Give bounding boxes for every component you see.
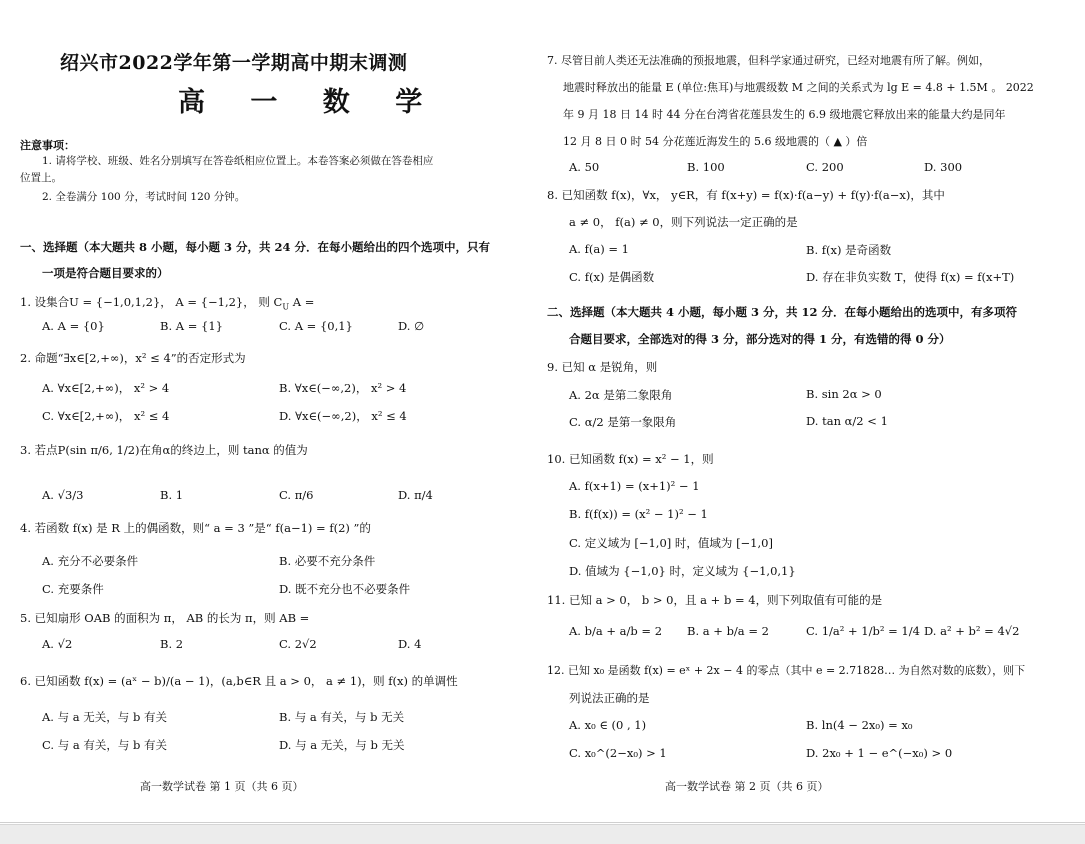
page-2-footer: 高一数学试卷 第 2 页（共 6 页）	[665, 780, 829, 793]
section-1-heading: 一、选择题（本大题共 8 小题，每小题 3 分，共 24 分．在每小题给出的四个选项中，只有	[20, 240, 491, 254]
q11-option-c: C. 1/a² + 1/b² = 1/4	[806, 624, 920, 638]
question-4: 4. 若函数 f(x) 是 R 上的偶函数，则“ a = 3 ”是“ f(a−1) = f(2) ”的	[20, 521, 371, 535]
q4-option-d: D. 既不充分也不必要条件	[279, 582, 411, 596]
question-7-line3: 年 9 月 18 日 14 时 44 分在台湾省花莲县发生的 6.9 级地震它释放出来的能量大约是同年	[563, 108, 1006, 121]
q6-option-d: D. 与 a 无关，与 b 无关	[279, 738, 405, 752]
section-2-heading-cont: 合题目要求，全部选对的得 3 分，部分选对的得 1 分，有选错的得 0 分）	[569, 332, 951, 346]
q5-option-b: B. 2	[160, 637, 184, 651]
q8-option-c: C. f(x) 是偶函数	[569, 270, 655, 284]
q11-option-b: B. a + b/a = 2	[687, 624, 769, 638]
q2-option-d: D. ∀x∈(−∞,2)， x² ≤ 4	[279, 409, 407, 423]
question-12-line2: 列说法正确的是	[569, 691, 650, 705]
question-6: 6. 已知函数 f(x) = (aˣ − b)/(a − 1)，(a,b∈R 且 a > 0， a ≠ 1)，则 f(x) 的单调性	[20, 674, 458, 688]
question-11: 11. 已知 a > 0， b > 0，且 a + b = 4，则下列取值有可能的是	[547, 593, 883, 607]
q10-option-a: A. f(x+1) = (x+1)² − 1	[569, 479, 700, 493]
q6-option-a: A. 与 a 无关，与 b 有关	[42, 710, 167, 724]
q4-option-c: C. 充要条件	[42, 582, 104, 596]
q7-option-b: B. 100	[687, 160, 725, 174]
question-9: 9. 已知 α 是锐角，则	[547, 360, 658, 374]
q3-option-c: C. π/6	[279, 488, 314, 502]
subject-title: 高 一 数 学	[178, 87, 441, 118]
question-7-line4: 12 月 8 日 0 时 54 分花莲近海发生的 5.6 级地震的（ ▲ ）倍	[563, 135, 868, 148]
notice-2: 2. 全卷满分 100 分，考试时间 120 分钟。	[42, 191, 246, 203]
page-1-footer: 高一数学试卷 第 1 页（共 6 页）	[140, 780, 304, 793]
q1-option-a: A. A = {0}	[42, 319, 105, 333]
question-7-line2: 地震时释放出的能量 E (单位:焦耳)与地震级数 M 之间的关系式为 lg E = 4.8 + 1.5M 。 2022	[563, 81, 1034, 94]
q5-option-c: C. 2√2	[279, 637, 317, 651]
question-7-line1: 7. 尽管目前人类还无法准确的预报地震，但科学家通过研究，已经对地震有所了解。例如，	[547, 54, 990, 67]
q1-option-b: B. A = {1}	[160, 319, 223, 333]
q9-option-a: A. 2α 是第二象限角	[569, 388, 673, 402]
q2-option-c: C. ∀x∈[2,+∞)， x² ≤ 4	[42, 409, 170, 423]
q6-option-c: C. 与 a 有关，与 b 有关	[42, 738, 168, 752]
q1-option-c: C. A = {0,1}	[279, 319, 353, 333]
q10-option-b: B. f(f(x)) = (x² − 1)² − 1	[569, 507, 708, 521]
q5-option-a: A. √2	[42, 637, 73, 651]
page-divider-line	[0, 822, 1085, 823]
q11-option-a: A. b/a + a/b = 2	[569, 624, 663, 638]
q10-option-d: D. 值域为 {−1,0} 时，定义域为 {−1,0,1}	[569, 564, 796, 578]
q7-option-d: D. 300	[924, 160, 963, 174]
q8-option-d: D. 存在非负实数 T，使得 f(x) = f(x+T)	[806, 270, 1015, 284]
q9-option-b: B. sin 2α > 0	[806, 387, 882, 401]
notice-heading: 注意事项：	[20, 139, 75, 152]
q11-option-d: D. a² + b² = 4√2	[924, 624, 1020, 638]
notice-1a: 1. 请将学校、班级、姓名分别填写在答卷纸相应位置上。本卷答案必须做在答卷相应	[42, 155, 434, 167]
q8-option-a: A. f(a) = 1	[569, 242, 629, 256]
section-1-heading-cont: 一项是符合题目要求的）	[42, 266, 169, 280]
q5-option-d: D. 4	[398, 637, 422, 651]
viewer-bottom-bar	[0, 824, 1085, 844]
section-2-heading: 二、选择题（本大题共 4 小题，每小题 3 分，共 12 分．在每小题给出的选项中，有多项符	[547, 305, 1018, 319]
question-3: 3. 若点P(sin π/6, 1/2)在角α的终边上，则 tanα 的值为	[20, 443, 308, 457]
exam-title: 绍兴市2022学年第一学期高中期末调测	[60, 52, 408, 74]
question-8-line2: a ≠ 0， f(a) ≠ 0，则下列说法一定正确的是	[569, 215, 798, 229]
q10-option-c: C. 定义域为 [−1,0] 时，值域为 [−1,0]	[569, 536, 773, 550]
q6-option-b: B. 与 a 有关，与 b 无关	[279, 710, 405, 724]
q3-option-b: B. 1	[160, 488, 184, 502]
question-8-line1: 8. 已知函数 f(x)，∀x， y∈R，有 f(x+y) = f(x)·f(a−y) + f(y)·f(a−x)，其中	[547, 188, 945, 202]
q3-option-a: A. √3/3	[42, 488, 84, 502]
q3-option-d: D. π/4	[398, 488, 433, 502]
question-12-line1: 12. 已知 x₀ 是函数 f(x) = eˣ + 2x − 4 的零点（其中 e = 2.71828… 为自然对数的底数），则下	[547, 664, 1026, 677]
q12-option-d: D. 2x₀ + 1 − e^(−x₀) > 0	[806, 746, 953, 760]
question-10: 10. 已知函数 f(x) = x² − 1，则	[547, 452, 714, 466]
q1-option-d: D. ∅	[398, 319, 425, 333]
q2-option-b: B. ∀x∈(−∞,2)， x² > 4	[279, 381, 407, 395]
q12-option-a: A. x₀ ∈ (0 , 1)	[569, 718, 647, 732]
q4-option-a: A. 充分不必要条件	[42, 554, 139, 568]
question-5: 5. 已知扇形 OAB 的面积为 π， AB 的长为 π，则 AB =	[20, 611, 310, 625]
q9-option-c: C. α/2 是第一象限角	[569, 415, 677, 429]
question-1: 1. 设集合U = {−1,0,1,2}， A = {−1,2}， 则 $C_U$ A =	[20, 295, 315, 312]
q9-option-d: D. tan α/2 < 1	[806, 414, 888, 428]
q2-option-a: A. ∀x∈[2,+∞)， x² > 4	[42, 381, 170, 395]
q12-option-c: C. x₀^(2−x₀) > 1	[569, 746, 667, 760]
q7-option-a: A. 50	[569, 160, 600, 174]
q12-option-b: B. ln(4 − 2x₀) = x₀	[806, 718, 913, 732]
q4-option-b: B. 必要不充分条件	[279, 554, 376, 568]
notice-1b: 位置上。	[20, 172, 62, 184]
q8-option-b: B. f(x) 是奇函数	[806, 243, 892, 257]
question-2: 2. 命题“∃x∈[2,+∞)，x² ≤ 4”的否定形式为	[20, 351, 246, 365]
q7-option-c: C. 200	[806, 160, 844, 174]
